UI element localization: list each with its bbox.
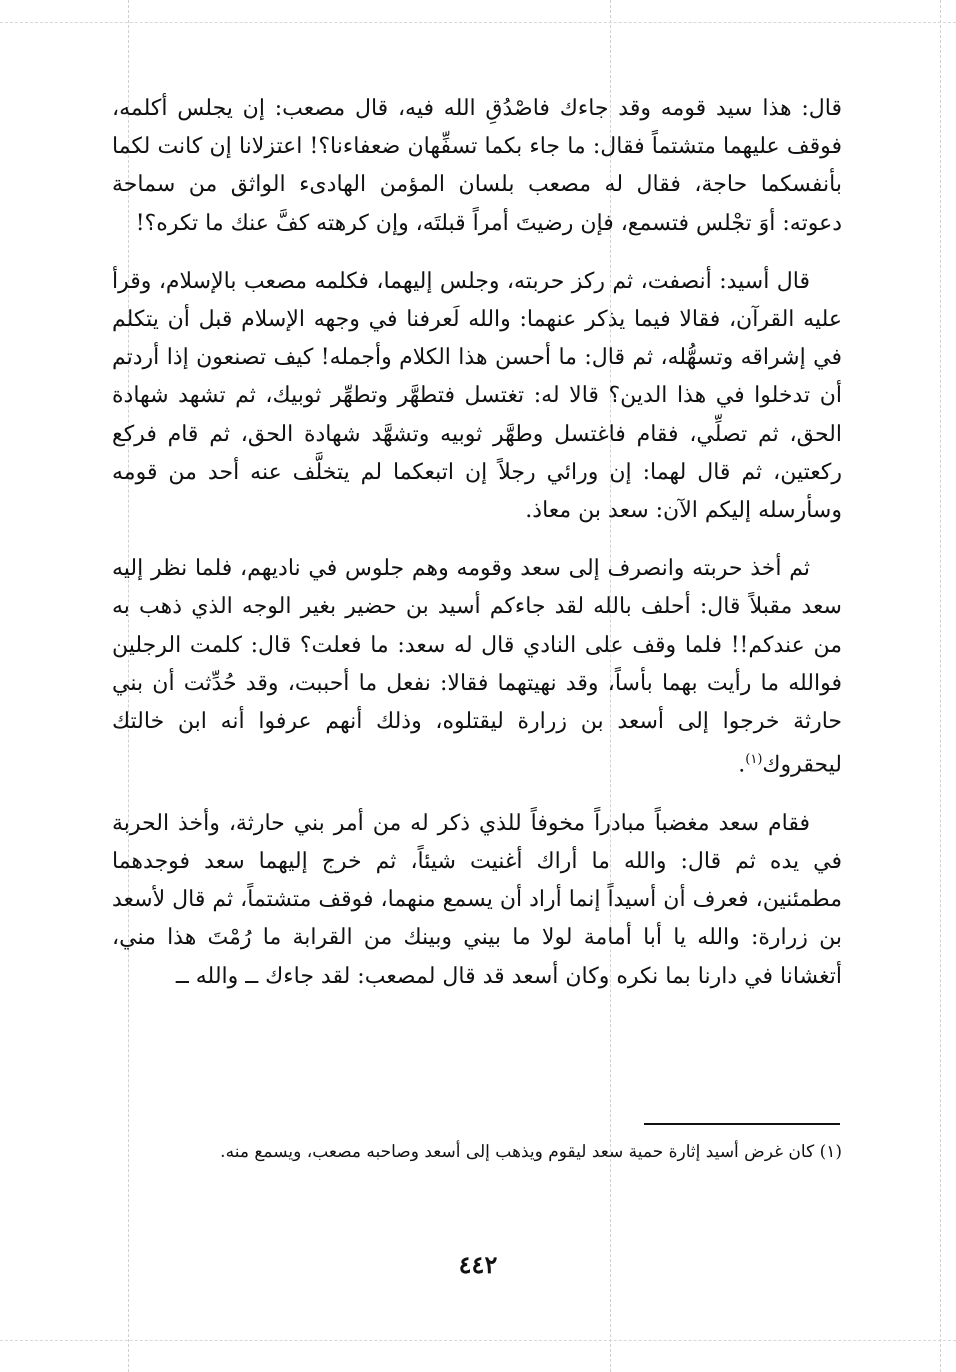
footnote: (١) كان غرض أسيد إثارة حمية سعد ليقوم ويذهب إلى أسعد وصاحبه مصعب، ويسمع منه. — [220, 1142, 842, 1162]
paragraph-3-end: . — [738, 752, 746, 778]
footnote-separator — [644, 1123, 840, 1125]
paragraph-4: فقام سعد مغضباً مبادراً مخوفاً للذي ذكر له من أمر بني حارثة، وأخذ الحربة في يده ثم قال: والله ما أراك أغنيت شيئاً، ثم خرج إليهما سعد فوجدهما مطمئنين، فعرف أن أسيداً إنما أراد أن يسمع منهما، فوقف متشتماً، ثم قال لأسعد بن زرارة: والله يا أبا أمامة لولا ما بيني وبينك من القرابة ما رُمْتَ هذا مني، أتغشانا في دارنا بما نكره وكان أسعد قد قال لمصعب: لقد جاءك ــ والله ــ — [112, 810, 842, 989]
paragraph-3 — [112, 550, 842, 785]
main-text — [112, 90, 842, 1016]
page-number: ٤٤٢ — [458, 1250, 498, 1279]
scan-guide-line — [0, 1340, 956, 1341]
paragraph-3-text: ثم أخذ حربته وانصرف إلى سعد وقومه وهم جلوس في ناديهم، فلما نظر إليه سعد مقبلاً قال: أحلف بالله لقد جاءكم أسيد بن حضير بغير الوجه الذي ذهب به من عندكم!! فلما وقف على النادي قال له سعد: ما فعلت؟ قال: كلمت الرجلين فوالله ما رأيت بهما بأساً، وقد نهيتهما فقالا: نفعل ما أحببت، وقد حُدِّثت أن بني حارثة خرجوا إلى أسعد بن زرارة ليقتلوه، وذلك أنهم عرفوا أنه ابن خالتك ليحقروك — [112, 556, 842, 778]
paragraph-2: قال أسيد: أنصفت، ثم ركز حربته، وجلس إليهما، فكلمه مصعب بالإسلام، وقرأ عليه القرآن، فقالا فيما يذكر عنهما: والله لَعرفنا في وجهه الإسلام قبل أن يتكلم في إشراقه وتسهُّله، ثم قال: ما أحسن هذا الكلام وأجمله! كيف تصنعون إذا أردتم أن تدخلوا في هذا الدين؟ قالا له: تغتسل فتطهَّر وتطهِّر ثوبيك، ثم تشهد شهادة الحق، ثم تصلِّي، فقام فاغتسل وطهَّر ثوبيه وتشهَّد شهادة الحق، ثم قام فركع ركعتين، ثم قال لهما: إن ورائي رجلاً إن اتبعكما لم يتخلَّف عنه أحد من قومه وسأرسله إليكم الآن: سعد بن معاذ. — [112, 268, 842, 524]
scan-guide-line — [0, 22, 956, 23]
paragraph-1: قال: هذا سيد قومه وقد جاءك فاصْدُقِ الله فيه، قال مصعب: إن يجلس أكلمه، فوقف عليهما متشتماً فقال: ما جاء بكما تسفِّهان ضعفاءنا؟! اعتزلانا إن كانت لكما بأنفسكما حاجة، فقال له مصعب بلسان المؤمن الهادىء الواثق من سماحة دعوته: أوَ تجْلس فتسمع، فإن رضيتَ أمراً قبلتَه، وإن كرهته كفَّ عنك ما تكره؟! — [112, 96, 842, 236]
scan-guide-line — [940, 0, 941, 1372]
footnote-reference: (١) — [745, 752, 763, 768]
